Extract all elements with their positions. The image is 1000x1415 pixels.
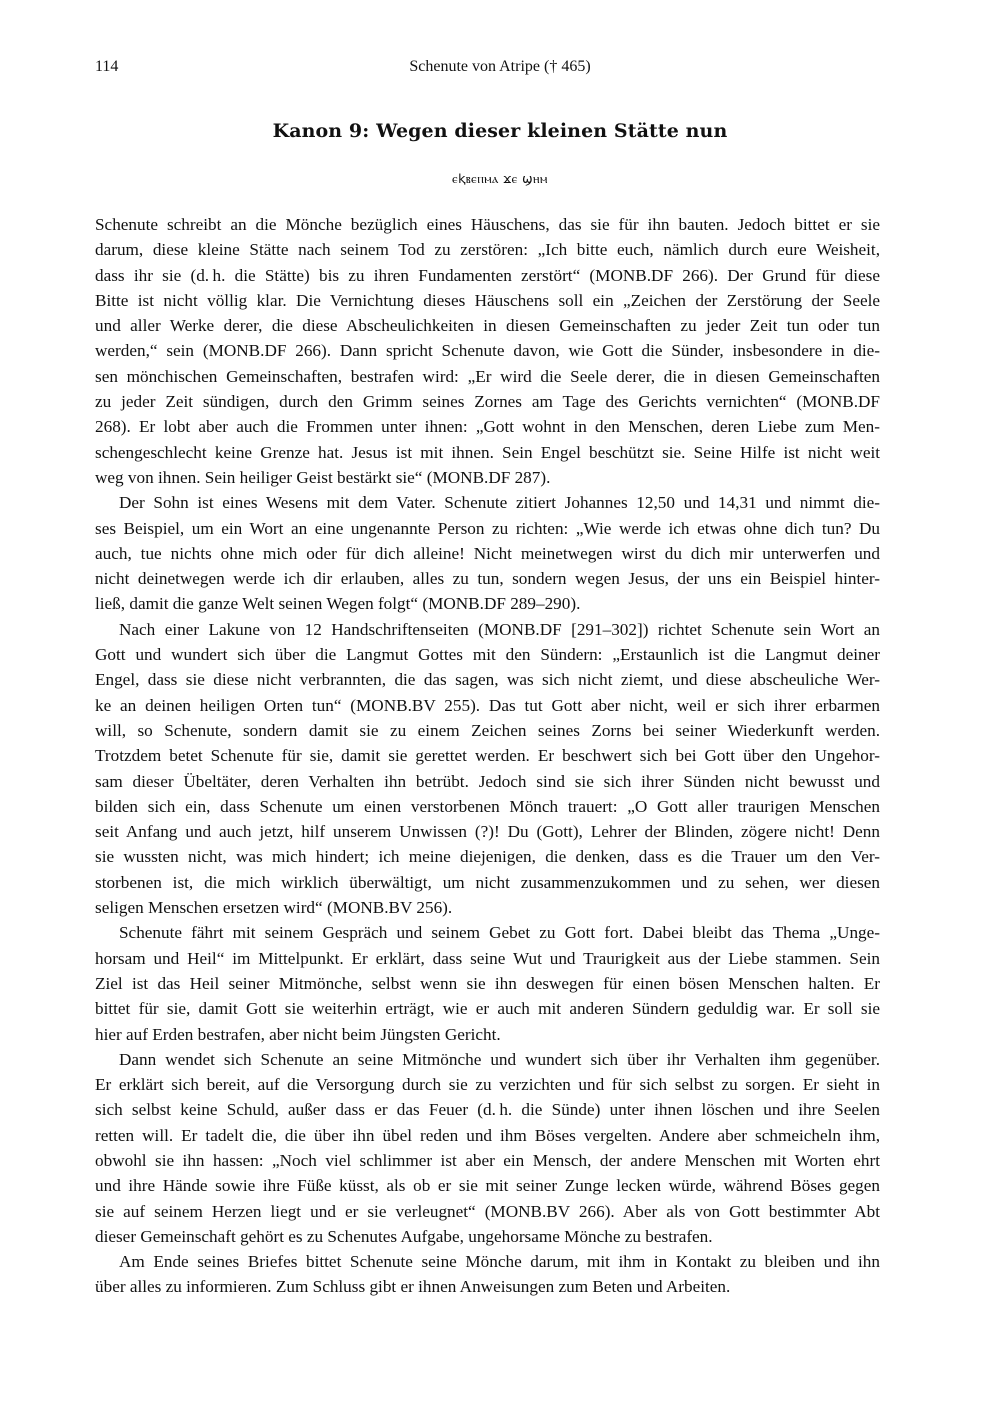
text-line: Trotzdem betet Schenute für sie, damit sie gerettet werden. Er beschwert sich bei Gott über den Ungehor- — [95, 746, 880, 766]
text-line: auch, tue nichts ohne mich oder für dich alleine! Nicht meinetwegen wirst du dich mir unterwerfen und — [95, 543, 880, 563]
coptic-incipit: ⲉⱪⲃⲉⲡⲙⲁ ϫⲉ ϣⲏⲙ — [452, 171, 548, 186]
text-line: sie auf seinem Herzen liegt und er sie verleugnet“ (MONB.BV 266). Aber als von Gott bestimmter Abt — [95, 1201, 880, 1221]
running-title: Schenute von Atripe († 465) — [409, 58, 591, 75]
text-line: nicht deinetwegen werde ich dir erlauben, alles zu tun, sondern wegen Jesus, der uns ein Beispiel hinter- — [95, 569, 880, 589]
text-line: werden,“ sein (MONB.DF 266). Dann spricht Schenute davon, wie Gott die Sünder, insbesondere in die- — [95, 341, 880, 361]
section-heading: Kanon 9: Wegen dieser kleinen Stätte nun — [272, 120, 728, 142]
text-line: retten will. Er tadelt die, die über ihn übel reden und ihm Böses vergelten. Andere aber schmeicheln ihm, — [95, 1125, 880, 1145]
running-head — [95, 58, 905, 80]
text-line: sam dieser Übeltäter, deren Verhalten ihn betrübt. Jedoch sind sie sich ihrer Sünden nicht bewusst und — [95, 771, 880, 791]
paragraph — [95, 490, 880, 616]
text-line: will, so Schenute, sondern damit sie zu einem Zeichen seines Zorns bei seiner Wiederkunft werden. — [95, 720, 880, 740]
paragraph — [95, 920, 880, 1046]
text-line: seit Anfang und auch jetzt, hilf unserem Unwissen (?)! Du (Gott), Lehrer der Blinden, zögere nicht! Denn — [95, 822, 880, 842]
paragraph — [95, 1249, 880, 1300]
text-line: Engel, dass sie diese nicht verbrannten, die das sagen, was sich nicht ziemt, und diese abscheuliche Wer- — [95, 670, 880, 690]
text-line: hier auf Erden bestrafen, aber nicht beim Jüngsten Gericht. — [95, 1024, 501, 1044]
paragraph — [95, 617, 880, 921]
text-line: Bitte ist nicht völlig klar. Die Vernichtung dieses Häuschens soll ein „Zeichen der Zerstörung der Seele — [95, 290, 880, 310]
text-line: Dann wendet sich Schenute an seine Mitmönche und wundert sich über ihr Verhalten ihm gegenüber. — [119, 1049, 880, 1069]
page-number: 114 — [95, 58, 119, 75]
text-line: sich selbst keine Schuld, außer dass er das Feuer (d. h. die Sünde) unter ihnen löschen und ihre Seelen — [95, 1100, 880, 1120]
text-line: Ziel ist das Heil seiner Mitmönche, selbst wenn sie ihn deswegen für einen bösen Menschen halten. Er — [95, 973, 880, 993]
text-line: schengeschlecht keine Grenze hat. Jesus ist mit ihnen. Sein Engel beschützt sie. Seine Hilfe ist nicht weit — [95, 442, 880, 462]
text-line: Der Sohn ist eines Wesens mit dem Vater. Schenute zitiert Johannes 12,50 und 14,31 und nimmt die- — [119, 493, 880, 513]
text-line: Schenute fährt mit seinem Gespräch und seinem Gebet zu Gott fort. Dabei bleibt das Thema „Unge- — [119, 923, 880, 943]
text-line: 268). Er lobt aber auch die Frommen unter ihnen: „Gott wohnt in den Menschen, deren Liebe zum Men- — [95, 417, 880, 437]
text-line: Nach einer Lakune von 12 Handschriftenseiten (MONB.DF [291–302]) richtet Schenute sein Wort an — [119, 619, 880, 639]
text-line: sen mönchischen Gemeinschaften, bestrafen wird: „Er wird die Seele derer, die in diesen Gemeinschaften — [95, 366, 880, 386]
text-line: bilden sich ein, dass Schenute um einen verstorbenen Mönch trauert: „O Gott aller traurigen Menschen — [95, 796, 880, 816]
paragraph — [95, 1047, 880, 1249]
text-line: über alles zu informieren. Zum Schluss gibt er ihnen Anweisungen zum Beten und Arbeiten. — [95, 1277, 731, 1297]
text-line: storbenen ist, die mich wirklich überwältigt, um nicht zusammenzukommen und zu sehen, wer diesen — [95, 872, 880, 892]
text-line: obwohl sie ihn hassen: „Noch viel schlimmer ist aber ein Mensch, der andere Menschen mit Worten ehrt — [95, 1150, 880, 1170]
text-line: Gott und wundert sich über die Langmut Gottes mit den Sündern: „Erstaunlich ist die Langmut deiner — [95, 645, 880, 665]
text-line: darum, diese kleine Stätte nach seinem Tod zu zerstören: „Ich bitte euch, nämlich durch eure Weisheit, — [95, 240, 880, 260]
text-line: Am Ende seines Briefes bittet Schenute seine Mönche darum, mit ihm in Kontakt zu bleiben und ihn — [119, 1252, 880, 1272]
text-line: dass ihr sie (d. h. die Stätte) bis zu ihren Fundamenten zerstört“ (MONB.DF 266). Der Grund für diese — [95, 265, 880, 285]
paragraph — [95, 212, 880, 490]
body-text — [95, 212, 880, 1300]
text-line: ke an deinen heiligen Orten tun“ (MONB.BV 255). Das tut Gott aber nicht, weil er sich ihrer erbarmen — [95, 695, 880, 715]
text-line: und aller Werke derer, die diese Abscheulichkeiten in diesen Gemeinschaften zu jeder Zeit tun oder tun — [95, 316, 880, 336]
text-line: horsam und Heil“ im Mittelpunkt. Er erklärt, dass seine Wut und Traurigkeit aus der Liebe stammen. Sein — [95, 948, 880, 968]
text-line: ließ, damit die ganze Welt seinen Wegen folgt“ (MONB.DF 289–290). — [95, 594, 581, 614]
text-line: dieser Gemeinschaft gehört es zu Schenutes Aufgabe, ungehorsame Mönche zu bestrafen. — [95, 1226, 713, 1246]
text-line: Er erklärt sich bereit, auf die Versorgung durch sie zu verzichten und für sich selbst zu sorgen. Er sieht in — [95, 1075, 880, 1095]
text-line: sie wussten nicht, was mich hindert; ich meine diejenigen, die denken, dass es die Trauer um den Ver- — [95, 847, 880, 867]
text-line: ses Beispiel, um ein Wort an eine ungenannte Person zu richten: „Wie werde ich etwas ohne dich tun? Du — [95, 518, 880, 538]
text-line: und ihre Hände sowie ihre Füße küsst, als ob er sie mit seiner Zunge lecken würde, während Böses gegen — [95, 1176, 880, 1196]
text-line: weg von ihnen. Sein heiliger Geist bestärkt sie“ (MONB.DF 287). — [95, 467, 551, 487]
text-line: seligen Menschen ersetzen wird“ (MONB.BV 256). — [95, 898, 453, 918]
text-line: bittet für sie, damit Gott sie weiterhin erträgt, wie er auch mit anderen Sündern geduldig war. Er soll sie — [95, 999, 880, 1019]
text-line: zu jeder Zeit sündigen, durch den Grimm seines Zornes am Tage des Gerichts vernichten“ (MONB.DF — [95, 392, 880, 412]
text-line: Schenute schreibt an die Mönche bezüglich eines Häuschens, das sie für ihn bauten. Jedoch bittet er sie — [95, 215, 880, 234]
